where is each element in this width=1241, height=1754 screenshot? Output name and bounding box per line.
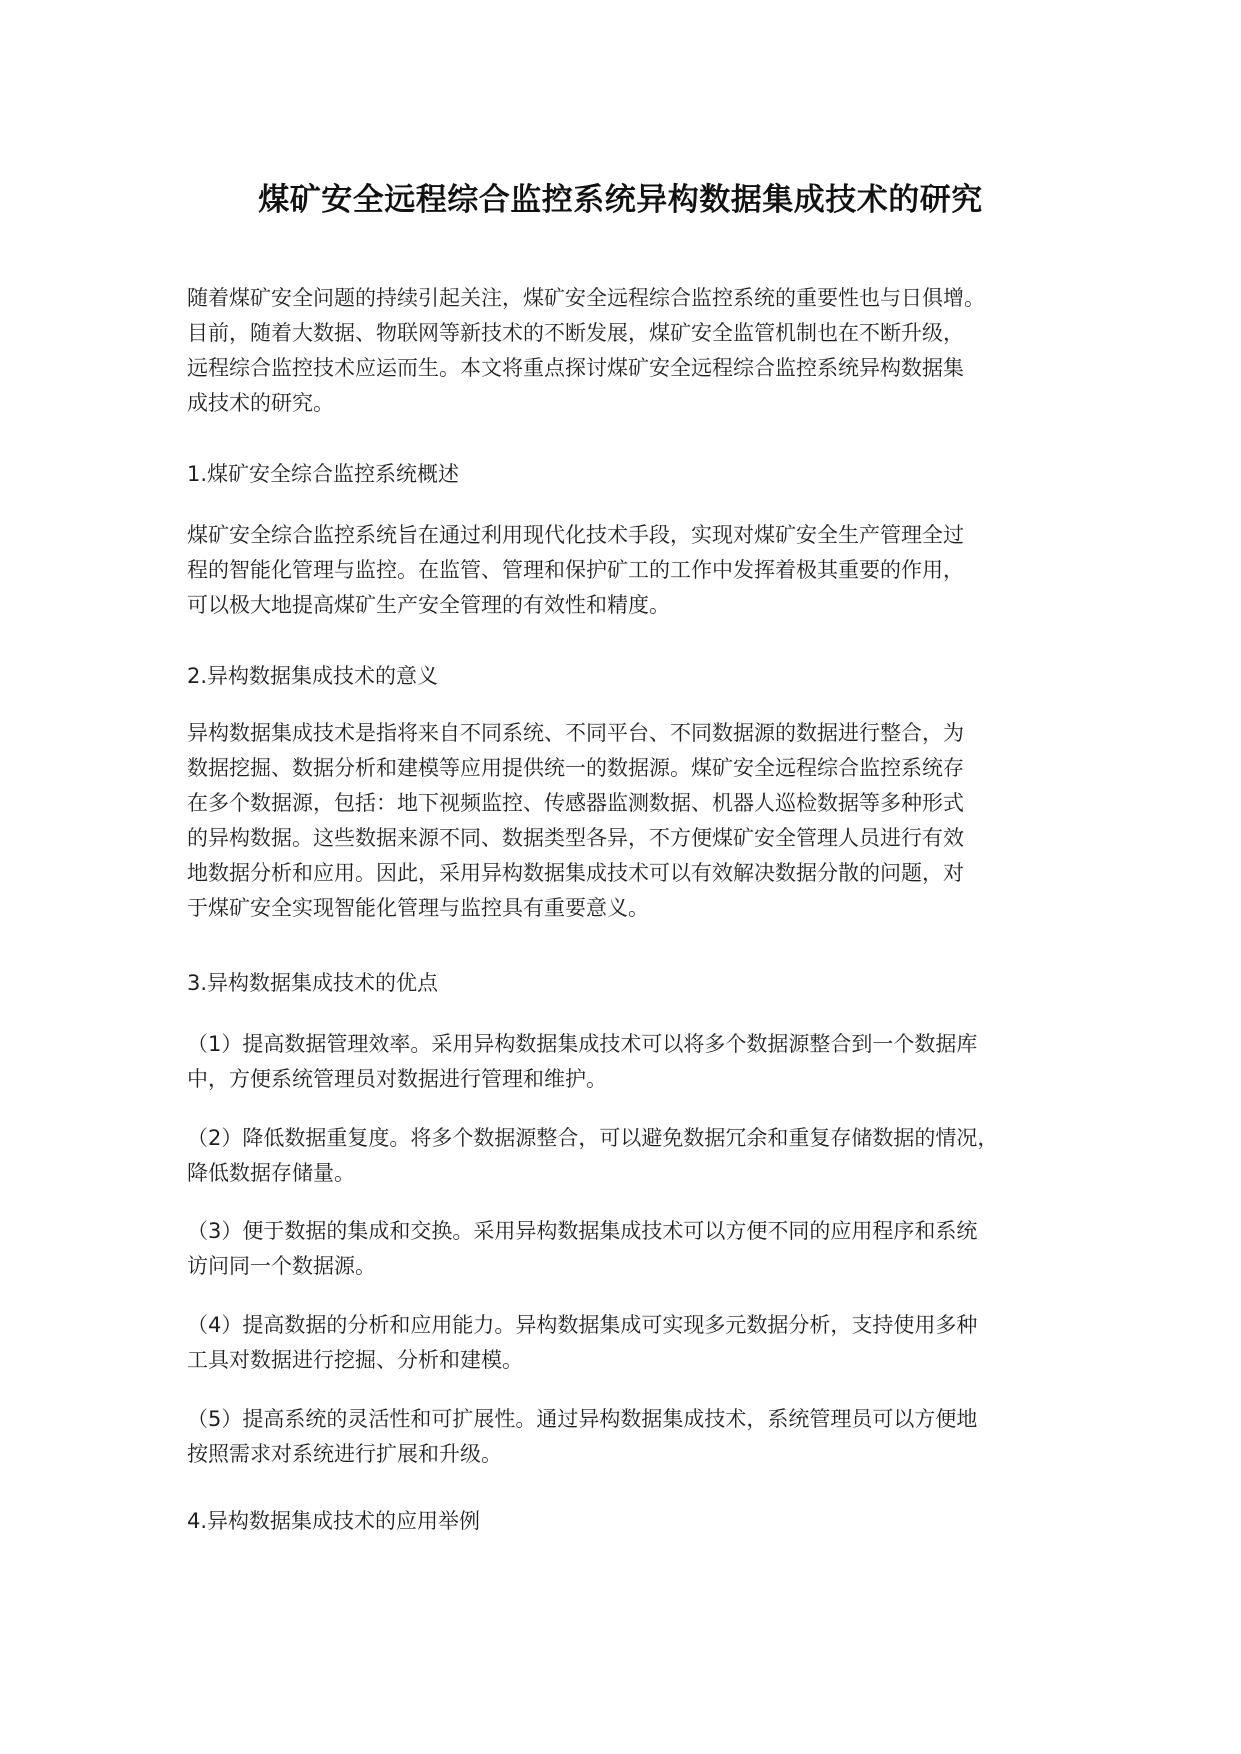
section-1-paragraph: [187, 518, 1067, 623]
paragraph-line: （3）便于数据的集成和交换。采用异构数据集成技术可以方便不同的应用程序和系统: [187, 1219, 978, 1243]
section-3-heading: 3.异构数据集成技术的优点: [187, 971, 439, 995]
paragraph-line: 中，方便系统管理员对数据进行管理和维护。: [187, 1067, 607, 1091]
advantage-item-4: [187, 1308, 1067, 1378]
paragraph-line: 在多个数据源，包括：地下视频监控、传感器监测数据、机器人巡检数据等多种形式: [187, 791, 964, 815]
paragraph-line: （1）提高数据管理效率。采用异构数据集成技术可以将多个数据源整合到一个数据库: [187, 1032, 978, 1056]
section-4-heading: 4.异构数据集成技术的应用举例: [187, 1509, 481, 1533]
paragraph-line: 的异构数据。这些数据来源不同、数据类型各异，不方便煤矿安全管理人员进行有效: [187, 826, 964, 850]
paragraph-line: 于煤矿安全实现智能化管理与监控具有重要意义。: [187, 896, 649, 920]
paragraph-line: 可以极大地提高煤矿生产安全管理的有效性和精度。: [187, 593, 670, 617]
advantage-item-2: [187, 1121, 1067, 1191]
paragraph-line: （4）提高数据的分析和应用能力。异构数据集成可实现多元数据分析，支持使用多种: [187, 1313, 978, 1337]
paragraph-line: 随着煤矿安全问题的持续引起关注，煤矿安全远程综合监控系统的重要性也与日俱增。: [187, 286, 985, 310]
paragraph-line: 成技术的研究。: [187, 391, 334, 415]
paragraph-line: 异构数据集成技术是指将来自不同系统、不同平台、不同数据源的数据进行整合，为: [187, 721, 964, 745]
advantage-item-5: [187, 1402, 1067, 1472]
paragraph-line: 程的智能化管理与监控。在监管、管理和保护矿工的工作中发挥着极其重要的作用，: [187, 558, 964, 582]
paragraph-line: （5）提高系统的灵活性和可扩展性。通过异构数据集成技术，系统管理员可以方便地: [187, 1407, 978, 1431]
section-2-heading: 2.异构数据集成技术的意义: [187, 664, 439, 688]
advantage-item-3: [187, 1214, 1067, 1284]
section-1-heading: 1.煤矿安全综合监控系统概述: [187, 462, 460, 486]
intro-paragraph: [187, 281, 1067, 421]
paragraph-line: 远程综合监控技术应运而生。本文将重点探讨煤矿安全远程综合监控系统异构数据集: [187, 356, 964, 380]
section-2-paragraph: [187, 716, 1067, 926]
advantage-item-1: [187, 1027, 1067, 1097]
paragraph-line: 降低数据存储量。: [187, 1161, 355, 1185]
document-title: 煤矿安全远程综合监控系统异构数据集成技术的研究: [258, 182, 983, 218]
paragraph-line: 目前，随着大数据、物联网等新技术的不断发展，煤矿安全监管机制也在不断升级，: [187, 321, 964, 345]
paragraph-line: 按照需求对系统进行扩展和升级。: [187, 1442, 502, 1466]
paragraph-line: 地数据分析和应用。因此，采用异构数据集成技术可以有效解决数据分散的问题，对: [187, 861, 964, 885]
paragraph-line: 煤矿安全综合监控系统旨在通过利用现代化技术手段，实现对煤矿安全生产管理全过: [187, 523, 964, 547]
paragraph-line: 工具对数据进行挖掘、分析和建模。: [187, 1348, 523, 1372]
paragraph-line: 访问同一个数据源。: [187, 1254, 376, 1278]
paragraph-line: 数据挖掘、数据分析和建模等应用提供统一的数据源。煤矿安全远程综合监控系统存: [187, 756, 964, 780]
paragraph-line: （2）降低数据重复度。将多个数据源整合，可以避免数据冗余和重复存储数据的情况，: [187, 1126, 999, 1150]
